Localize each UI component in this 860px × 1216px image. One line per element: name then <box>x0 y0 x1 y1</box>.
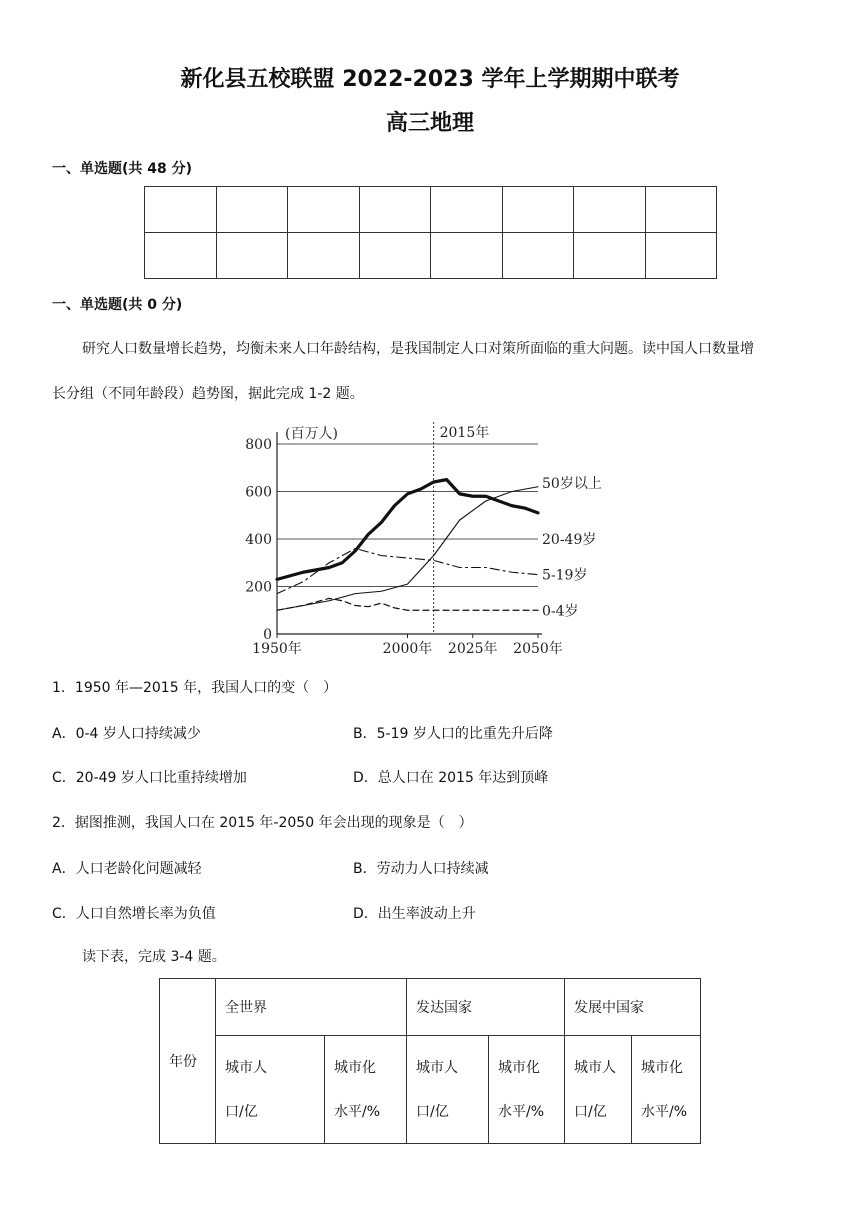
series-label-3: 0-4岁 <box>542 603 579 620</box>
y-tick-label: 600 <box>245 484 272 501</box>
y-tick-label: 200 <box>245 579 272 596</box>
answer-cell[interactable] <box>574 187 646 233</box>
intro-line-1: 研究人口数量增长趋势，均衡未来人口年龄结构，是我国制定人口对策所面临的重大问题。读中国人口数量增 <box>82 341 754 357</box>
answer-cell[interactable] <box>431 187 503 233</box>
answer-cell[interactable] <box>359 233 431 279</box>
sub-header-cell: 城市人 口/亿 <box>216 1036 325 1144</box>
answer-cell[interactable] <box>216 187 288 233</box>
q2-option-c[interactable]: C．人口自然增长率为负值 <box>52 906 216 922</box>
section-heading-2: 一、单选题(共 0 分) <box>52 297 183 313</box>
series-line-0 <box>277 487 538 611</box>
y-unit-label: (百万人) <box>285 426 338 442</box>
answer-cell[interactable] <box>216 233 288 279</box>
sub-header-cell: 城市人 口/亿 <box>407 1036 489 1144</box>
document-title: 新化县五校联盟 2022-2023 学年上学期期中联考 <box>180 67 680 92</box>
answer-cell[interactable] <box>431 233 503 279</box>
answer-cell[interactable] <box>359 187 431 233</box>
q2-option-a[interactable]: A．人口老龄化问题减轻 <box>52 861 202 877</box>
sub-header-cell: 城市化 水平/% <box>325 1036 407 1144</box>
x-tick-label: 2000年 <box>382 641 433 657</box>
q1-option-d[interactable]: D．总人口在 2015 年达到顶峰 <box>353 770 549 786</box>
group-header-world: 全世界 <box>216 979 407 1036</box>
q1-option-b[interactable]: B．5-19 岁人口的比重先升后降 <box>353 726 553 742</box>
answer-cell[interactable] <box>145 233 217 279</box>
answer-cell[interactable] <box>288 187 360 233</box>
population-chart <box>240 414 620 664</box>
answer-grid <box>144 186 717 279</box>
series-line-3 <box>277 598 538 610</box>
answer-cell[interactable] <box>145 187 217 233</box>
answer-cell[interactable] <box>288 233 360 279</box>
q1-option-c[interactable]: C．20-49 岁人口比重持续增加 <box>52 770 247 786</box>
q1-stem: 1．1950 年—2015 年，我国人口的变（ ） <box>52 680 338 696</box>
x-tick-label: 1950年 <box>252 641 302 657</box>
answer-cell[interactable] <box>645 187 717 233</box>
year-header: 年份 <box>160 979 216 1144</box>
q2-stem: 2．据图推测，我国人口在 2015 年-2050 年会出现的现象是（ ） <box>52 815 473 831</box>
subject-title: 高三地理 <box>385 111 474 136</box>
chart-svg <box>240 414 620 664</box>
intro-line-2: 长分组（不同年龄段）趋势图，据此完成 1-2 题。 <box>52 386 364 402</box>
sub-header-cell: 城市化 水平/% <box>489 1036 565 1144</box>
answer-cell[interactable] <box>645 233 717 279</box>
series-line-1 <box>277 480 538 580</box>
group-header-developing: 发展中国家 <box>565 979 701 1036</box>
q1-option-a[interactable]: A．0-4 岁人口持续减少 <box>52 726 201 742</box>
y-tick-label: 800 <box>245 437 272 453</box>
group-header-developed: 发达国家 <box>407 979 565 1036</box>
x-tick-label: 2050年 <box>513 641 563 657</box>
q2-option-b[interactable]: B．劳动力人口持续减 <box>353 861 489 877</box>
x-tick-label: 2025年 <box>447 641 498 657</box>
series-label-1: 20-49岁 <box>542 531 597 548</box>
q2-option-d[interactable]: D．出生率波动上升 <box>353 906 476 922</box>
series-label-0: 50岁以上 <box>542 475 602 492</box>
answer-cell[interactable] <box>502 233 574 279</box>
sub-header-cell: 城市化 水平/% <box>632 1036 701 1144</box>
year-2015-label: 2015年 <box>439 425 490 441</box>
y-tick-label: 400 <box>245 532 272 548</box>
urbanization-table <box>159 978 701 1144</box>
answer-cell[interactable] <box>574 233 646 279</box>
series-label-2: 5-19岁 <box>542 567 588 584</box>
sub-header-cell: 城市人 口/亿 <box>565 1036 632 1144</box>
section-heading-1: 一、单选题(共 48 分) <box>52 161 193 177</box>
table-intro: 读下表，完成 3-4 题。 <box>82 949 226 965</box>
answer-cell[interactable] <box>502 187 574 233</box>
y-tick-label: 0 <box>263 627 272 643</box>
